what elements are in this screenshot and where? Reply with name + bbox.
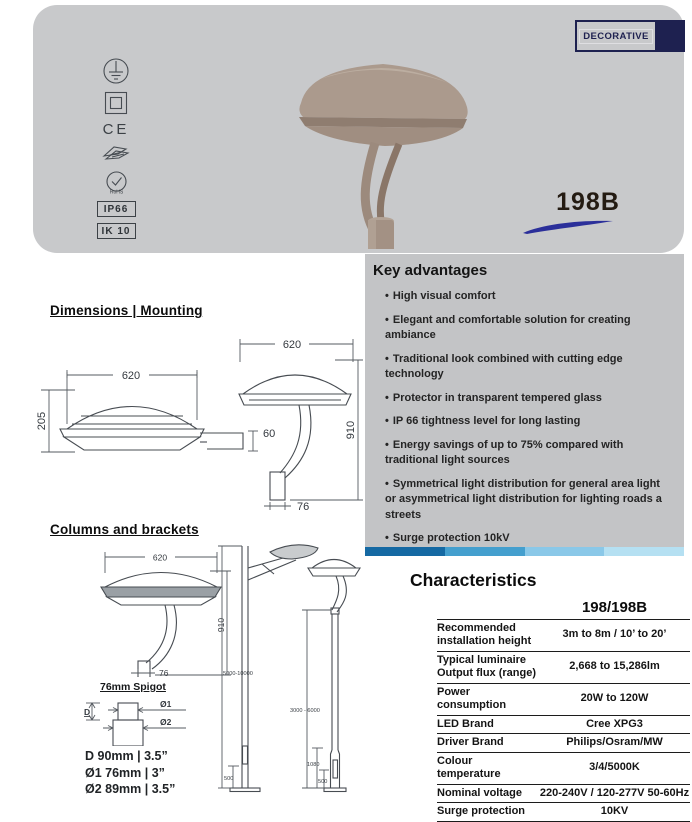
ip-rating-badge: IP66 <box>97 201 136 217</box>
product-photo <box>281 31 481 249</box>
certification-icons <box>93 57 139 239</box>
accent-bar-segment <box>525 547 605 556</box>
spigot-detail-drawing <box>78 698 208 746</box>
dim-label: 910 <box>216 617 226 633</box>
accent-bar-segment <box>445 547 525 556</box>
earth-ground-icon <box>102 57 130 85</box>
dim-label: 60 <box>263 428 276 440</box>
bullet-icon: • <box>385 352 389 365</box>
advantage-item: • Protector in transparent tempered glass <box>385 391 602 404</box>
row-label: Surge protection <box>437 803 539 822</box>
model-column-header: 198/198B <box>581 599 648 616</box>
ik-rating-badge: IK 10 <box>97 223 136 239</box>
bullet-icon: • <box>385 313 389 326</box>
advantage-item: • High visual comfort <box>385 290 496 302</box>
model-name: 198B <box>556 188 620 216</box>
dim-label: 910 <box>345 420 357 440</box>
table-row <box>437 803 690 822</box>
class-ii-insulation-icon <box>104 91 128 115</box>
dim-label: 76 <box>297 501 310 510</box>
table-row <box>437 683 690 715</box>
dim-label: 500 <box>224 776 234 782</box>
row-value: 3/4/5000K <box>539 752 690 784</box>
row-label: Nominal voltage <box>437 784 539 803</box>
bullet-icon: • <box>385 415 389 427</box>
advantage-item: • Energy savings of up to 75% compared with traditional light sources <box>385 438 624 466</box>
characteristics-table <box>437 599 690 822</box>
row-label: Typical luminaire Output flux (range) <box>437 651 539 683</box>
category-badge-block <box>657 20 685 52</box>
spigot-spec-line: Ø2 89mm | 3.5” <box>85 782 176 796</box>
poles-drawing <box>212 538 367 800</box>
dimensions-mounting-title: Dimensions | Mounting <box>50 303 203 318</box>
row-label: Recommended installation height <box>437 619 539 651</box>
dim-label: 500 <box>318 779 328 785</box>
dim-label: Ø2 <box>160 717 172 727</box>
table-row <box>437 734 690 753</box>
row-value: 10KV <box>539 803 690 822</box>
bullet-icon: • <box>385 290 389 302</box>
table-row <box>437 715 690 734</box>
columns-brackets-title: Columns and brackets <box>50 522 199 537</box>
table-row <box>437 651 690 683</box>
spigot-spec-line: D 90mm | 3.5” <box>85 749 168 763</box>
row-value: Philips/Osram/MW <box>539 734 690 753</box>
row-value: 220-240V / 120-277V 50-60Hz <box>539 784 690 803</box>
row-value: Cree XPG3 <box>539 715 690 734</box>
dim-label: 620 <box>121 370 141 382</box>
bullet-icon: • <box>385 391 389 404</box>
advantage-item: • IP 66 tightness level for long lasting <box>385 415 581 427</box>
dim-label: 76 <box>159 668 169 677</box>
category-badge-frame <box>575 20 657 52</box>
characteristics-title: Characteristics <box>410 570 537 590</box>
rohs-icon <box>104 170 129 195</box>
key-advantages-list <box>365 289 684 547</box>
model-swoosh-icon <box>521 218 616 236</box>
hero-panel <box>33 5 684 253</box>
spigot-specs <box>85 748 175 798</box>
advantage-item: • Elegant and comfortable solution for creating ambiance <box>385 313 631 341</box>
bullet-icon: • <box>385 532 389 544</box>
table-row <box>437 752 690 784</box>
accent-bar-segment <box>604 547 684 556</box>
key-advantages-title: Key advantages <box>373 262 488 279</box>
row-label: Colour temperature <box>437 752 539 784</box>
table-row <box>437 784 690 803</box>
dimensions-drawing <box>35 332 365 510</box>
dim-label: 1080 <box>307 762 320 768</box>
dim-label: 205 <box>36 411 48 431</box>
accent-gradient-bar <box>365 547 684 556</box>
table-row <box>437 619 690 651</box>
row-label: Power consumption <box>437 683 539 715</box>
row-value: 20W to 120W <box>539 683 690 715</box>
key-advantages-panel <box>365 254 684 556</box>
row-label: Driver Brand <box>437 734 539 753</box>
dim-label: Ø1 <box>160 699 172 709</box>
svg-text:RoHS: RoHS <box>109 189 123 195</box>
ce-mark-icon: CE <box>102 121 130 138</box>
bullet-icon: • <box>385 477 389 490</box>
accent-bar-segment <box>365 547 445 556</box>
dim-label: 620 <box>282 339 302 351</box>
advantage-item: • Traditional look combined with cutting edge technology <box>385 352 623 380</box>
dim-label: D <box>84 707 91 717</box>
row-label: LED Brand <box>437 715 539 734</box>
advantage-item: • Symmetrical light distribution for general area light or asymmetrical light distribution for lighting roads a streets <box>385 477 662 521</box>
dim-label: 3000 - 6000 <box>290 708 320 714</box>
bullet-icon: • <box>385 438 389 451</box>
spigot-label: 76mm Spigot <box>100 681 166 693</box>
certification-mark-icon <box>102 144 130 164</box>
spigot-spec-line: Ø1 76mm | 3” <box>85 765 165 780</box>
dim-label: 620 <box>152 552 168 563</box>
dim-label: 5000-10000 <box>223 671 253 677</box>
row-value: 3m to 8m / 10’ to 20’ <box>539 619 690 651</box>
category-badge-label: DECORATIVE <box>579 29 653 44</box>
category-badge <box>575 20 685 52</box>
table-header-row <box>437 599 690 619</box>
row-value: 2,668 to 15,286lm <box>539 651 690 683</box>
advantage-item: • Surge protection 10kV <box>385 532 510 544</box>
